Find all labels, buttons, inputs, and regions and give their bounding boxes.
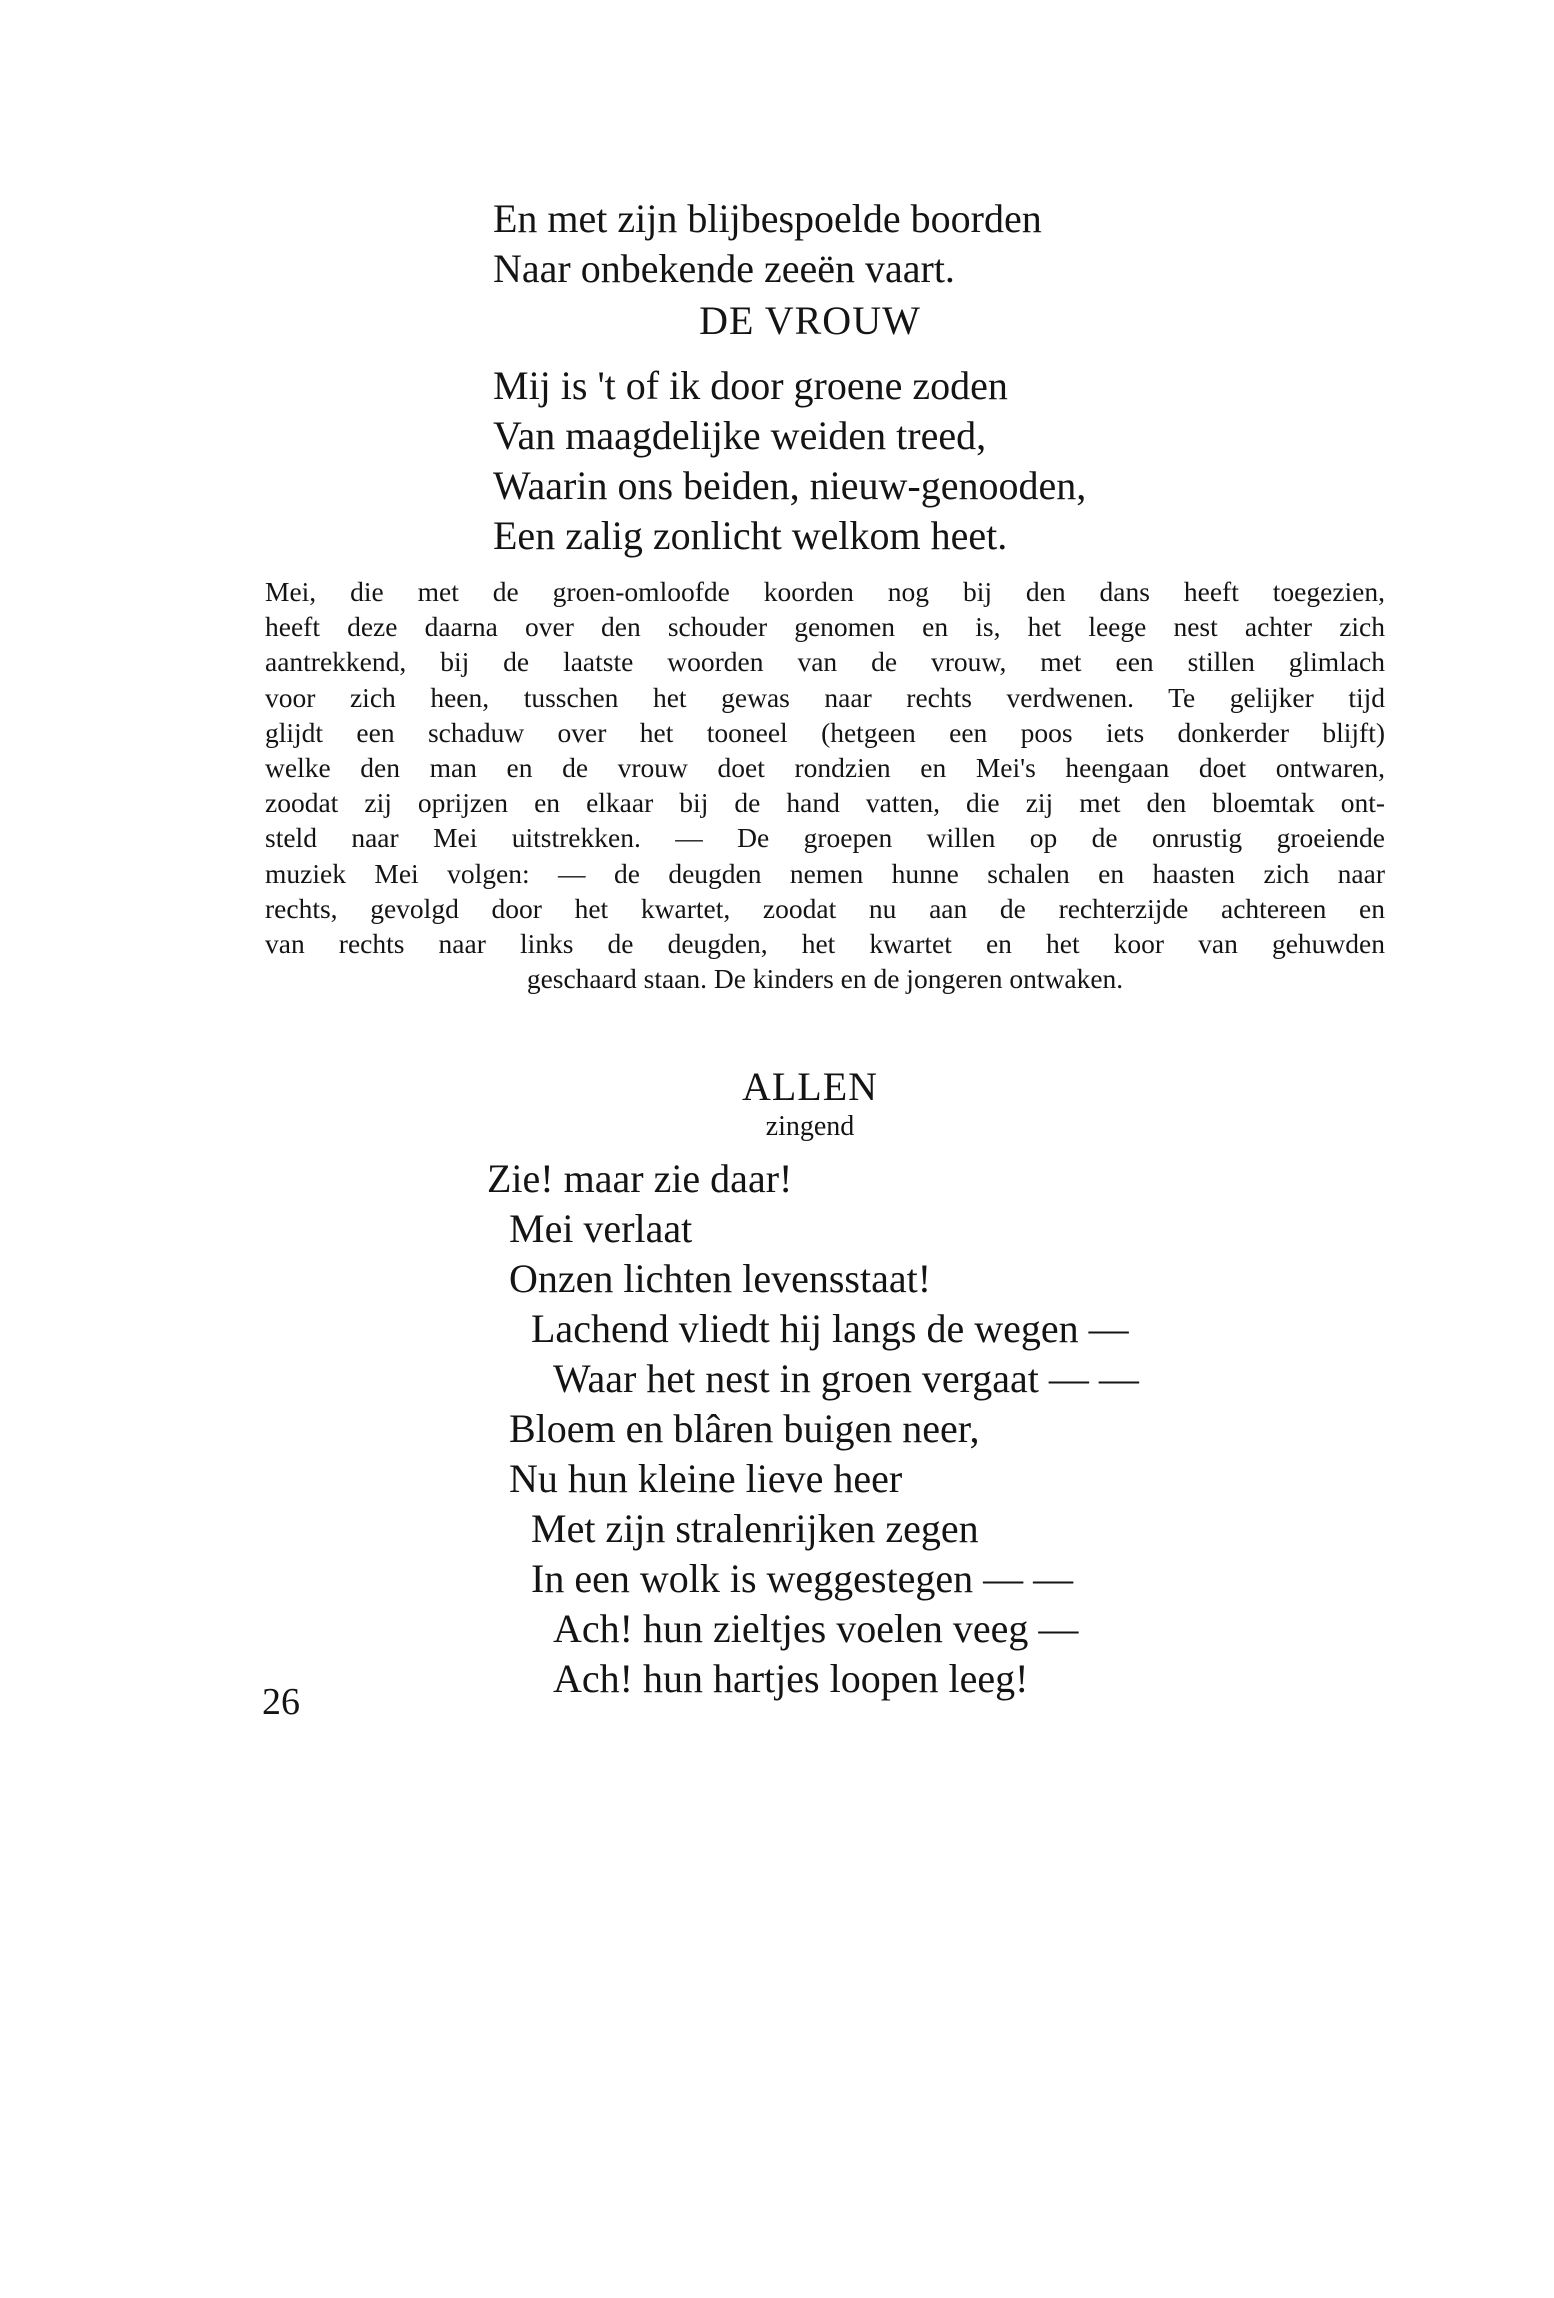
speaker-direction: zingend [765, 1111, 855, 1142]
verse-line: Zie! maar zie daar! [487, 1156, 793, 1201]
speaker-heading-allen: ALLEN [741, 1064, 879, 1109]
verse-line: Van maagdelijke weiden treed, [493, 413, 987, 458]
verse-line: Waarin ons beiden, nieuw-genooden, [493, 463, 1087, 508]
verse-line: En met zijn blijbespoelde boorden [493, 196, 1042, 241]
verse-line: Mij is 't of ik door groene zoden [493, 363, 1008, 408]
verse-line: Mei verlaat [509, 1206, 693, 1251]
verse-line: Lachend vliedt hij langs de wegen — [531, 1306, 1129, 1351]
stage-direction-line: aantrekkend, bij de laatste woorden van de vrouw, met een stillen glimlach [265, 646, 1385, 678]
verse-line: Onzen lichten levensstaat! [509, 1256, 932, 1301]
verse-line: Ach! hun zieltjes voelen veeg — [553, 1606, 1079, 1651]
stage-direction [265, 574, 1385, 996]
page-number: 26 [262, 1681, 300, 1723]
stage-direction-line: geschaard staan. De kinders en de jongeren ontwaken. [526, 963, 1124, 995]
stage-direction-line: muziek Mei volgen: — de deugden nemen hunne schalen en haasten zich naar [265, 857, 1385, 889]
verse-line: Met zijn stralenrijken zegen [531, 1506, 979, 1551]
stage-direction-line: Mei, die met de groen-omloofde koorden nog bij den dans heeft toegezien, [265, 576, 1385, 607]
verse-line: Naar onbekende zeeën vaart. [493, 246, 955, 291]
verse-line: Bloem en blâren buigen neer, [509, 1406, 980, 1451]
stage-direction-line: van rechts naar links de deugden, het kwartet en het koor van gehuwden [265, 928, 1385, 960]
stage-direction-line: rechts, gevolgd door het kwartet, zoodat nu aan de rechterzijde achtereen en [265, 892, 1385, 924]
verse-line: In een wolk is weggestegen — — [531, 1556, 1074, 1601]
speaker-heading-de-vrouw: DE VROUW [699, 298, 921, 343]
verse-line: Waar het nest in groen vergaat — — [553, 1356, 1139, 1401]
stage-direction-line: voor zich heen, tusschen het gewas naar rechts verdwenen. Te gelijker tijd [265, 681, 1385, 713]
stage-direction-line: heeft deze daarna over den schouder genomen en is, het leege nest achter zich [265, 611, 1385, 643]
stage-direction-line: zoodat zij oprijzen en elkaar bij de hand vatten, die zij met den bloemtak ont- [265, 787, 1385, 819]
verse-line: Ach! hun hartjes loopen leeg! [553, 1656, 1029, 1701]
stage-direction-line: glijdt een schaduw over het tooneel (hetgeen een poos iets donkerder blijft) [265, 716, 1385, 748]
verse-line: Een zalig zonlicht welkom heet. [493, 513, 1008, 558]
verse-line: Nu hun kleine lieve heer [509, 1456, 903, 1501]
stage-direction-line: welke den man en de vrouw doet rondzien en Mei's heengaan doet ontwaren, [265, 752, 1385, 784]
stage-direction-line: steld naar Mei uitstrekken. — De groepen willen op de onrustig groeiende [265, 822, 1385, 854]
